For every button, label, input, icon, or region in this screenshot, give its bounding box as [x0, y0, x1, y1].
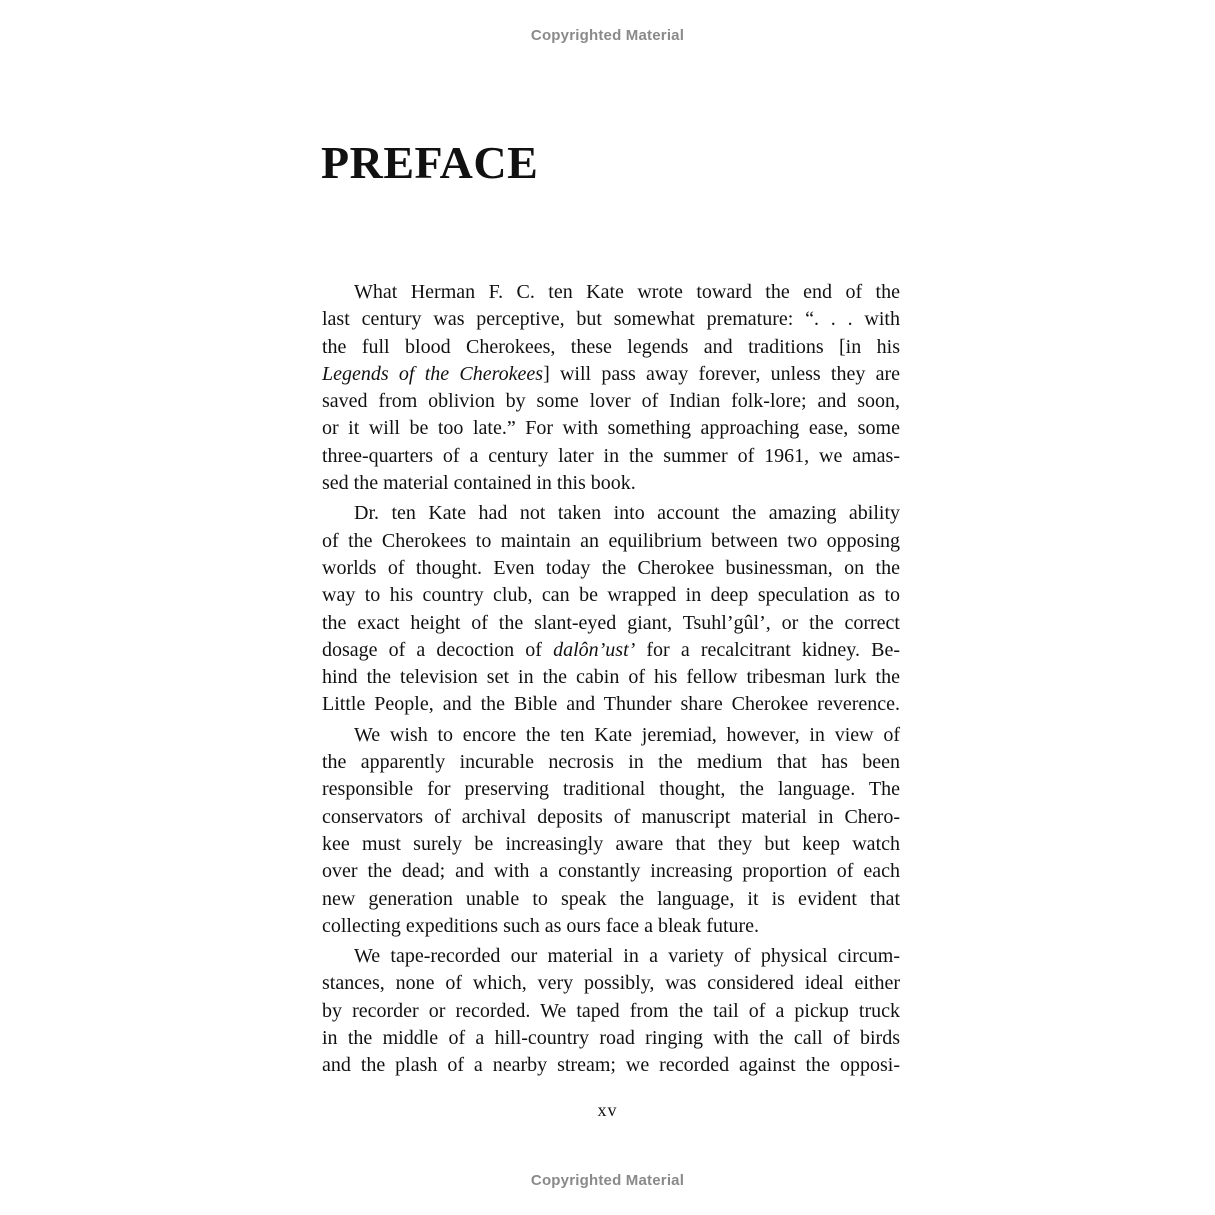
preface-body	[322, 279, 900, 1080]
text-line: or it will be too late.” For with something approaching ease, some	[322, 417, 900, 440]
paragraph-3	[322, 722, 900, 940]
text-line: kee must surely be increasingly aware that they but keep watch	[322, 832, 900, 855]
text-line: stances, none of which, very possibly, was considered ideal either	[322, 972, 900, 995]
page-title: PREFACE	[321, 137, 539, 188]
text-line: over the dead; and with a constantly increasing proportion of each	[322, 860, 900, 883]
text-line: the full blood Cherokees, these legends and traditions [in his	[322, 335, 900, 358]
cherokee-word-italic: dalôn’ust’	[553, 638, 636, 661]
paragraph-4	[322, 943, 900, 1079]
text-segment: ] will pass away forever, unless they are	[543, 362, 901, 385]
text-line: sed the material contained in this book.	[322, 472, 636, 495]
text-line: We tape-recorded our material in a variety of physical circum-	[354, 945, 900, 968]
text-segment: for a recalcitrant kidney. Be-	[635, 638, 901, 661]
text-line: and the plash of a nearby stream; we recorded against the opposi-	[322, 1054, 900, 1077]
text-line: of the Cherokees to maintain an equilibrium between two opposing	[322, 529, 900, 552]
copyright-watermark-top: Copyrighted Material	[530, 27, 685, 44]
text-line: the apparently incurable necrosis in the medium that has been	[322, 751, 900, 774]
text-segment: dosage of a decoction of	[322, 638, 554, 661]
text-line: We wish to encore the ten Kate jeremiad, however, in view of	[354, 723, 900, 746]
text-line: in the middle of a hill-country road ringing with the call of birds	[322, 1027, 900, 1050]
text-line: worlds of thought. Even today the Cherokee businessman, on the	[322, 556, 900, 579]
text-line: saved from oblivion by some lover of Indian folk-lore; and soon,	[322, 390, 900, 413]
text-line	[322, 361, 900, 388]
text-line: three-quarters of a century later in the summer of 1961, we amas-	[322, 444, 900, 467]
paragraph-1	[322, 279, 900, 497]
text-line: last century was perceptive, but somewhat premature: “. . . with	[322, 308, 900, 331]
page-number: xv	[597, 1100, 618, 1120]
text-line	[322, 637, 900, 664]
text-line: collecting expeditions such as ours face a bleak future.	[322, 914, 760, 937]
text-line: Dr. ten Kate had not taken into account the amazing ability	[354, 502, 900, 525]
text-line: responsible for preserving traditional thought, the language. The	[322, 778, 900, 801]
text-line: way to his country club, can be wrapped in deep speculation as to	[322, 584, 900, 607]
copyright-watermark-bottom: Copyrighted Material	[530, 1172, 685, 1189]
text-line: What Herman F. C. ten Kate wrote toward the end of the	[354, 281, 900, 303]
text-line: by recorder or recorded. We taped from the tail of a pickup truck	[322, 999, 900, 1022]
paragraph-2	[322, 500, 900, 718]
text-line: the exact height of the slant-eyed giant, Tsuhl’gûl’, or the correct	[322, 611, 900, 634]
text-line: new generation unable to speak the language, it is evident that	[322, 887, 900, 910]
text-line: Little People, and the Bible and Thunder share Cherokee reverence.	[322, 693, 900, 716]
text-line: hind the television set in the cabin of his fellow tribesman lurk the	[322, 666, 900, 689]
book-title-italic: Legends of the Cherokees	[322, 362, 544, 385]
text-line: conservators of archival deposits of manuscript material in Chero-	[322, 805, 900, 828]
